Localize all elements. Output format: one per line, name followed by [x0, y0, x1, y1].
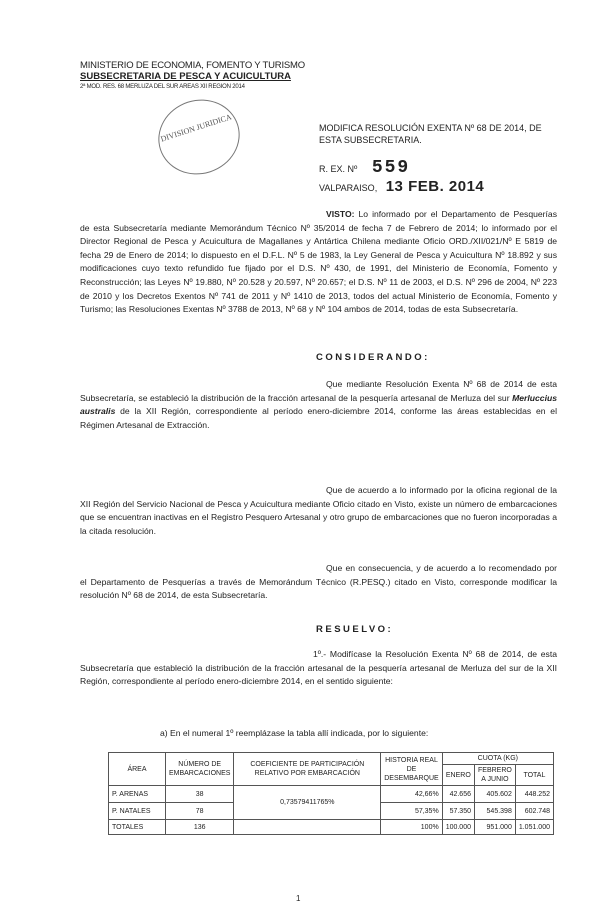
resolution-subject: MODIFICA RESOLUCIÓN EXENTA Nº 68 DE 2014, DE ESTA SUBSECRETARIA.: [319, 123, 542, 145]
stamp-text: DIVISION JURIDICA: [159, 112, 233, 144]
numeral-a: a) En el numeral 1º reemplázase la tabla allí indicada, por lo siguiente:: [160, 728, 429, 738]
table-row: [109, 786, 554, 803]
row-feb-jun: 545.398: [475, 803, 516, 820]
totals-january: 100.000: [442, 820, 474, 835]
row-total: 448.252: [515, 786, 553, 803]
considerando-heading: CONSIDERANDO:: [316, 352, 430, 363]
row-january: 57.350: [442, 803, 474, 820]
table-header-row: [109, 753, 554, 765]
resuelvo-paragraph-1: 1º.- Modifícase la Resolución Exenta Nº 68 de 2014, de esta Subsecretaría que estableció la distribución de la fracción artesanal de la pesquería artesanal de Merluza del sur de la XII Región, correspondiente al período enero-diciembre 2014, en el sentido siguiente:: [80, 649, 557, 687]
row-total: 602.748: [515, 803, 553, 820]
row-history: 57,35%: [381, 803, 442, 820]
ministry-header: [80, 60, 320, 93]
header-quota: CUOTA (KG): [442, 753, 553, 765]
visto-text: Lo informado por el Departamento de Pesquerías de esta Subsecretaría mediante Memorándum Técnico Nº 35/2014 de fecha 7 de Febrero de 2014; lo informado por el Director Regional de Pesca y Acuicultura de Magallanes y Antártica Chilena mediante Oficio ORD./XII/021/Nº E 5819 de fecha 29 de Enero de 2014; lo dispuesto en el D.F.L. Nº 5 de 1983, la Ley General de Pesca y Acuicultura Nº 18.892 y sus modificaciones cuyo texto refundido fue fijado por el D.S. Nº 430, de 1991, del Ministerio de Economía, Fomento y Reconstrucción; las Leyes Nº 19.880, Nº 20.528 y 20.597, Nº 20.657; el D.S. Nº 11 de 2003, el D.S. Nº 296 de 2004, Nº 223 de 2010 y los Decretos Exentos Nº 741 de 2011 y Nº 1410 de 2013, todos del actual Ministerio de Economía, Fomento y Turismo; las Resoluciones Exentas Nº 3788 de 2013, Nº 68 y Nº 104 ambos de 2014, todas de esta Subsecretaría.: [80, 209, 557, 315]
resolution-number-line: [319, 158, 410, 178]
totals-total: 1.051.000: [515, 820, 553, 835]
header-january: ENERO: [442, 765, 474, 786]
header-area: ÁREA: [109, 753, 166, 786]
coefficient-value: 0,73579411765%: [234, 786, 381, 820]
resuelvo-heading: RESUELVO:: [316, 624, 394, 635]
row-feb-jun: 405.602: [475, 786, 516, 803]
totals-label: TOTALES: [109, 820, 166, 835]
resolution-number: 559: [371, 158, 411, 178]
row-area: P. NATALES: [109, 803, 166, 820]
totals-row: [109, 820, 554, 835]
considerando-paragraph-2: Que de acuerdo a lo informado por la oficina regional de la XII Región del Servicio Nacional de Pesca y Acuicultura mediante Oficio citado en Visto, existe un número de embarcaciones que se encuentran inactivas en el Registro Pesquero Artesanal y otro grupo de embarcaciones que no fueron incorporadas a la citada resolución.: [80, 485, 557, 536]
considerando-1-text-b: de la XII Región, correspondiente al período enero-diciembre 2014, conforme las áreas establecidas en el Régimen Artesanal de Extracción.: [80, 406, 557, 430]
row-january: 42.656: [442, 786, 474, 803]
row-area: P. ARENAS: [109, 786, 166, 803]
considerando-paragraph-1: [80, 378, 557, 432]
visto-label: VISTO:: [326, 209, 355, 219]
place-date-line: [319, 178, 484, 195]
row-boats: 78: [165, 803, 233, 820]
undersecretariat-name: SUBSECRETARIA DE PESCA Y ACUICULTURA: [80, 71, 291, 82]
resolution-label: R. EX. Nº: [319, 164, 358, 174]
visto-paragraph: [80, 208, 557, 317]
totals-boats: 136: [165, 820, 233, 835]
header-feb-jun: FEBRERO A JUNIO: [475, 765, 516, 786]
quota-table: [108, 752, 554, 835]
file-code: 2ª MOD. RES. 68 MERLUZA DEL SUR AREAS XII REGION 2014: [80, 84, 245, 90]
division-juridica-stamp: [149, 89, 250, 185]
header-coefficient: COEFICIENTE DE PARTICIPACIÓN RELATIVO POR EMBARCACIÓN: [234, 753, 381, 786]
resolution-date: 13 FEB. 2014: [385, 178, 485, 195]
row-history: 42,66%: [381, 786, 442, 803]
totals-coefficient-empty: [234, 820, 381, 835]
considerando-1-text-a: Que mediante Resolución Exenta Nº 68 de 2014 de esta Subsecretaría, se estableció la distribución de la fracción artesanal de la pesquería artesanal de Merluza del sur: [80, 379, 557, 403]
totals-feb-jun: 951.000: [475, 820, 516, 835]
row-boats: 38: [165, 786, 233, 803]
city: VALPARAISO,: [319, 183, 378, 193]
considerando-paragraph-3: Que en consecuencia, y de acuerdo a lo recomendado por el Departamento de Pesquerías a través de Memorándum Técnico (R.PESQ.) citado en Visto, corresponde modificar la resolución Nº 68 de 2014, de esta Subsecretaría.: [80, 563, 557, 601]
totals-history: 100%: [381, 820, 442, 835]
species-name: Merluccius australis: [80, 392, 557, 417]
header-boats: NÚMERO DE EMBARCACIONES: [165, 753, 233, 786]
page-number: 1: [296, 894, 301, 903]
header-total: TOTAL: [515, 765, 553, 786]
header-history: HISTORIA REAL DE DESEMBARQUE: [381, 753, 442, 786]
ministry-name: MINISTERIO DE ECONOMIA, FOMENTO Y TURISMO: [80, 60, 305, 71]
